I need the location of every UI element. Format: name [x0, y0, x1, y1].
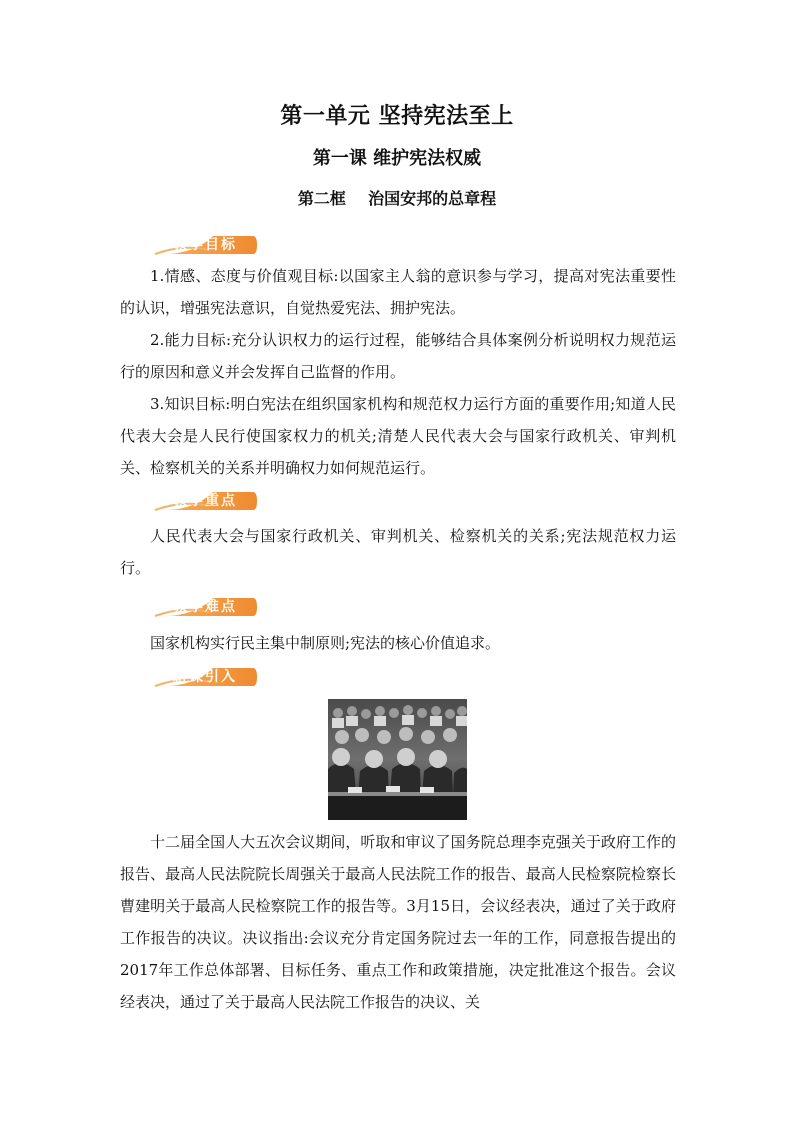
badge-label: 教学目标 [173, 237, 237, 253]
badge-label: 新课引入 [173, 669, 237, 685]
goal-item-3: 3.知识目标:明白宪法在组织国家机构和规范权力运行方面的重要作用;知道人民代表大会是人民行使国家权力的机关;清楚人民代表大会与国家行政机关、审判机关、检察机关的关系并明确权力如何规范运行。 [120, 395, 676, 477]
difficulties-text: 国家机构实行民主集中制原则;宪法的核心价值追求。 [150, 634, 501, 652]
key-points-text: 人民代表大会与国家行政机关、审判机关、检察机关的关系;宪法规范权力运行。 [120, 527, 676, 577]
meeting-photo [328, 699, 467, 820]
badge-label: 教学重点 [173, 493, 237, 509]
badge-label: 教学难点 [173, 599, 237, 615]
intro-text: 十二届全国人大五次会议期间，听取和审议了国务院总理李克强关于政府工作的报告、最高人民法院院长周强关于最高人民法院工作的报告、最高人民检察院检察长曹建明关于最高人民检察院工作的报告等。3月15日，会议经表决，通过了关于政府工作报告的决议。决议指出:会议充分肯定国务院过去一年的工作，同意报告提出的2017年工作总体部署、目标任务、重点工作和政策措施，决定批准这个报告。会议经表决，通过了关于最高人民法院工作报告的决议、关 [120, 833, 676, 1011]
goal-item-2: 2.能力目标:充分认识权力的运行过程，能够结合具体案例分析说明权力规范运行的原因和意义并会发挥自己监督的作用。 [120, 331, 676, 381]
badge-new-lesson-intro [153, 664, 257, 690]
badge-teaching-goals [153, 232, 257, 258]
unit-title: 第一单元 坚持宪法至上 [280, 104, 514, 129]
badge-key-points [153, 488, 257, 514]
goal-item-1: 1.情感、态度与价值观目标:以国家主人翁的意识参与学习，提高对宪法重要性的认识，增强宪法意识，自觉热爱宪法、拥护宪法。 [120, 267, 676, 317]
frame-title: 第二框 治国安邦的总章程 [297, 189, 497, 208]
badge-difficulties [153, 594, 257, 620]
meeting-photo-image [328, 699, 467, 820]
lesson-title: 第一课 维护宪法权威 [312, 148, 482, 169]
